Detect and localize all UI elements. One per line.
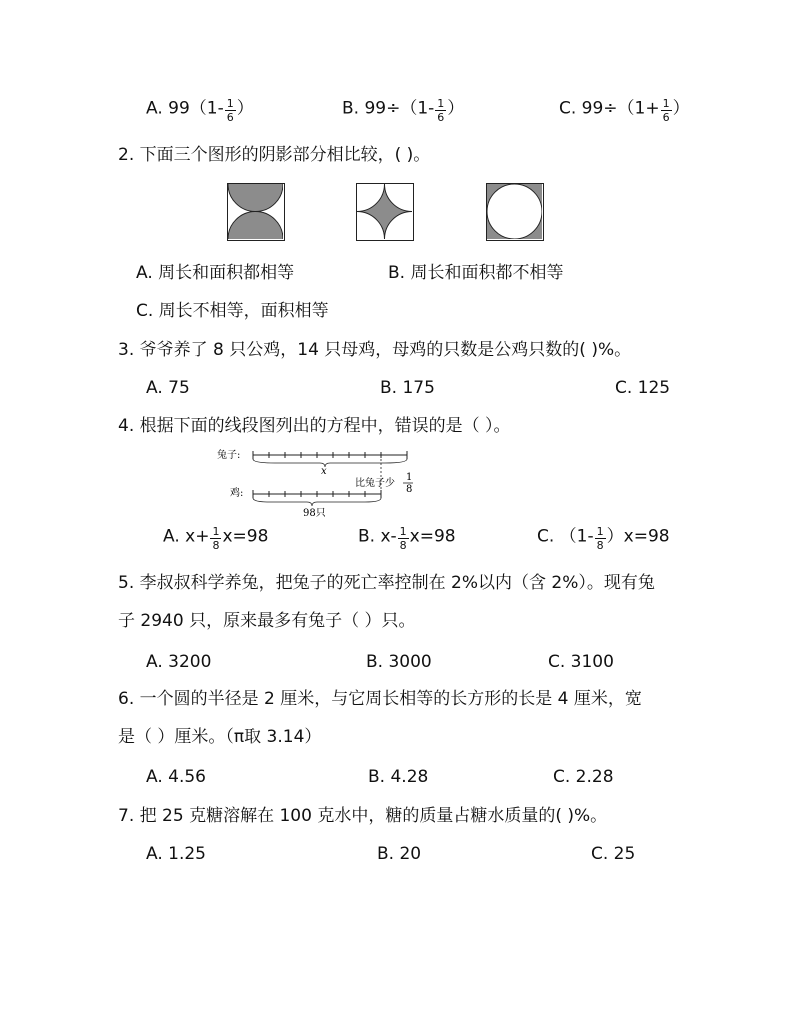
q1-option-b[interactable]: B. 99÷（1- $\frac{1}{6}$ ） xyxy=(342,97,465,124)
fraction: $\frac{1}{6}$ xyxy=(662,97,670,124)
shape-figure-2 xyxy=(356,183,414,241)
q4-option-b[interactable]: B. x- $\frac{1}{8}$ x=98 xyxy=(358,525,456,552)
rabbit-label: 兔子: xyxy=(217,450,241,461)
q5-option-b[interactable]: B. 3000 xyxy=(366,652,432,672)
difference-fraction-num: 1 xyxy=(406,472,413,483)
q1-option-c[interactable]: C. 99÷（1+ $\frac{1}{6}$ ） xyxy=(559,97,690,124)
q1-option-a-text: A. 99（1- xyxy=(146,98,224,119)
shape-figure-3 xyxy=(486,183,544,241)
q6-stem-line2: 是（ ）厘米。（π取 3.14） xyxy=(118,727,322,747)
q7-stem: 7. 把 25 克糖溶解在 100 克水中，糖的质量占糖水质量的( )%。 xyxy=(118,806,608,826)
q5-stem-line1: 5. 李叔叔科学养兔，把兔子的死亡率控制在 2%以内（含 2%）。现有兔 xyxy=(118,573,655,593)
shaded-region xyxy=(228,184,283,212)
q5-stem-line2: 子 2940 只，原来最多有兔子（ ）只。 xyxy=(118,611,416,631)
fraction: $\frac{1}{8}$ xyxy=(399,525,407,552)
q3-option-b[interactable]: B. 175 xyxy=(380,378,435,398)
shaded-region xyxy=(357,184,412,239)
q6-stem-line1: 6. 一个圆的半径是 2 厘米，与它周长相等的长方形的长是 4 厘米，宽 xyxy=(118,689,642,709)
q3-option-a[interactable]: A. 75 xyxy=(146,378,190,398)
total-label: 98只 xyxy=(303,508,326,519)
x-label: x xyxy=(321,466,327,477)
q5-option-a[interactable]: A. 3200 xyxy=(146,652,212,672)
fraction: $\frac{1}{8}$ xyxy=(212,525,220,552)
q7-option-b[interactable]: B. 20 xyxy=(377,844,422,864)
q3-stem: 3. 爷爷养了 8 只公鸡，14 只母鸡，母鸡的只数是公鸡只数的( )%。 xyxy=(118,340,632,360)
fraction: $\frac{1}{6}$ xyxy=(437,97,445,124)
q7-option-a[interactable]: A. 1.25 xyxy=(146,844,206,864)
q6-option-b[interactable]: B. 4.28 xyxy=(368,767,429,787)
q2-option-b[interactable]: B. 周长和面积都不相等 xyxy=(388,263,564,283)
q6-option-c[interactable]: C. 2.28 xyxy=(553,767,614,787)
shaded-region xyxy=(228,212,283,240)
q2-stem: 2. 下面三个图形的阴影部分相比较，( )。 xyxy=(118,145,431,165)
q1-option-b-text: B. 99÷（1- xyxy=(342,98,435,119)
q4-option-c[interactable]: C. （1- $\frac{1}{8}$ ）x=98 xyxy=(537,525,670,552)
q1-option-a[interactable]: A. 99（1- $\frac{1}{6}$ ） xyxy=(146,97,254,124)
fraction: $\frac{1}{8}$ xyxy=(596,525,604,552)
chicken-label: 鸡: xyxy=(230,488,244,499)
q1-option-c-text: C. 99÷（1+ xyxy=(559,98,660,119)
difference-label: 比兔子少 xyxy=(355,478,395,489)
q4-option-a[interactable]: A. x+ $\frac{1}{8}$ x=98 xyxy=(163,525,269,552)
shape-figure-1 xyxy=(227,183,285,241)
line-segment-diagram xyxy=(215,444,425,520)
difference-fraction-den: 8 xyxy=(406,484,413,495)
fraction: $\frac{1}{6}$ xyxy=(226,97,234,124)
q2-option-a[interactable]: A. 周长和面积都相等 xyxy=(136,263,295,283)
q7-option-c[interactable]: C. 25 xyxy=(591,844,636,864)
q3-option-c[interactable]: C. 125 xyxy=(615,378,671,398)
q5-option-c[interactable]: C. 3100 xyxy=(548,652,614,672)
q6-option-a[interactable]: A. 4.56 xyxy=(146,767,206,787)
q2-option-c[interactable]: C. 周长不相等，面积相等 xyxy=(136,301,329,321)
q4-stem: 4. 根据下面的线段图列出的方程中，错误的是（ ）。 xyxy=(118,416,511,436)
